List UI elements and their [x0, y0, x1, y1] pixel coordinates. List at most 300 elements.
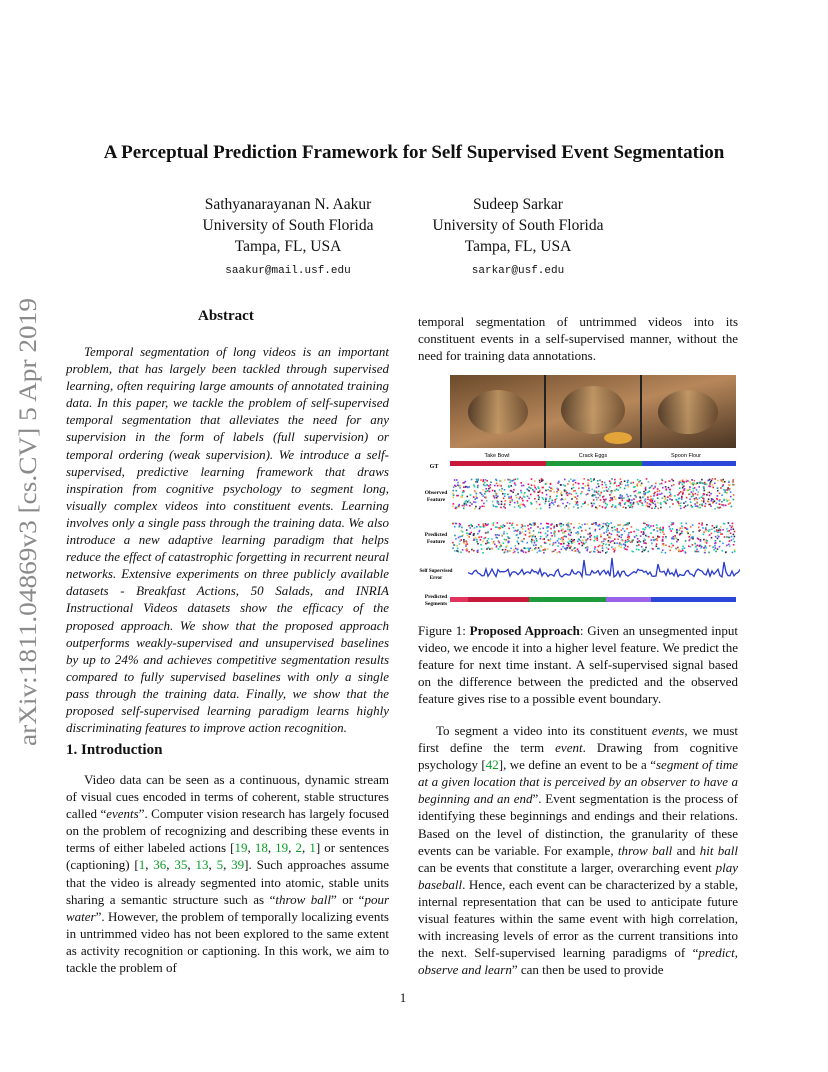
feature-point [525, 552, 527, 554]
frame-divider [640, 375, 642, 448]
feature-point [521, 485, 523, 487]
feature-point [461, 535, 463, 537]
feature-point [569, 540, 571, 542]
feature-point [598, 486, 600, 488]
feature-point [605, 484, 607, 486]
feature-point [726, 528, 728, 530]
feature-point [701, 497, 703, 499]
feature-point [523, 485, 525, 487]
feature-point [519, 533, 521, 535]
feature-point [692, 483, 694, 485]
feature-point [547, 548, 549, 550]
feature-point [585, 547, 587, 549]
feature-point [682, 481, 684, 483]
feature-point [704, 506, 706, 508]
feature-point [661, 552, 663, 554]
feature-point [605, 539, 607, 541]
feature-point [504, 493, 506, 495]
feature-point [553, 491, 555, 493]
feature-point [517, 552, 519, 554]
citation-link[interactable]: 36 [153, 857, 167, 873]
feature-point [701, 479, 703, 481]
feature-point [614, 506, 616, 508]
feature-point [564, 479, 566, 481]
feature-point [456, 545, 458, 547]
feature-point [530, 527, 532, 529]
feature-point [606, 487, 608, 489]
feature-point [733, 534, 735, 536]
feature-point [731, 540, 733, 542]
feature-point [524, 547, 526, 549]
feature-point [685, 501, 687, 503]
feature-point [695, 493, 697, 495]
feature-point [696, 549, 698, 551]
feature-point [558, 531, 560, 533]
feature-point [462, 531, 464, 533]
feature-point [648, 536, 650, 538]
feature-point [669, 546, 671, 548]
feature-point [525, 548, 527, 550]
feature-point [625, 524, 627, 526]
feature-point [540, 508, 542, 510]
feature-point [573, 487, 575, 489]
feature-point [655, 506, 657, 508]
feature-point [527, 496, 529, 498]
feature-point [706, 530, 708, 532]
feature-point [617, 538, 619, 540]
feature-point [495, 495, 497, 497]
feature-point [720, 529, 722, 531]
feature-point [734, 541, 736, 543]
feature-point [684, 547, 686, 549]
feature-point [698, 551, 700, 553]
feature-point [519, 496, 521, 498]
feature-point [681, 531, 683, 533]
feature-point [584, 501, 586, 503]
feature-point [528, 487, 530, 489]
feature-point [706, 540, 708, 542]
feature-point [629, 499, 631, 501]
feature-point [621, 497, 623, 499]
feature-point [543, 499, 545, 501]
feature-point [602, 496, 604, 498]
feature-point [595, 497, 597, 499]
feature-point [512, 500, 514, 502]
feature-point [669, 492, 671, 494]
feature-point [576, 498, 578, 500]
feature-point [459, 526, 461, 528]
feature-point [589, 528, 591, 530]
feature-point [581, 491, 583, 493]
feature-point [705, 527, 707, 529]
feature-point [490, 482, 492, 484]
feature-point [458, 495, 460, 497]
feature-point [624, 524, 626, 526]
feature-point [592, 523, 594, 525]
feature-point [504, 489, 506, 491]
feature-point [678, 503, 680, 505]
feature-point [545, 533, 547, 535]
feature-point [687, 528, 689, 530]
feature-point [633, 531, 635, 533]
feature-point [721, 501, 723, 503]
feature-point [489, 548, 491, 550]
feature-point [573, 541, 575, 543]
feature-point [466, 549, 468, 551]
feature-point [648, 551, 650, 553]
feature-point [655, 486, 657, 488]
feature-point [524, 492, 526, 494]
citation-link[interactable]: 18 [254, 840, 268, 856]
feature-point [571, 550, 573, 552]
feature-point [497, 526, 499, 528]
feature-point [674, 535, 676, 537]
feature-point [587, 538, 589, 540]
segment-label-spoon-flour: Spoon Flour [671, 453, 701, 459]
row-label-feature: Feature [426, 539, 446, 545]
feature-point [597, 549, 599, 551]
feature-point [569, 547, 571, 549]
feature-point [657, 502, 659, 504]
citation-link[interactable]: 13 [195, 857, 209, 873]
feature-point [588, 480, 590, 482]
predicted-segment [450, 597, 468, 602]
feature-point [560, 538, 562, 540]
feature-point [543, 549, 545, 551]
feature-point [707, 492, 709, 494]
feature-point [651, 543, 653, 545]
feature-point [513, 479, 515, 481]
feature-point [691, 506, 693, 508]
feature-point [484, 482, 486, 484]
feature-point [458, 506, 460, 508]
feature-point [497, 496, 499, 498]
feature-point [468, 551, 470, 553]
feature-point [580, 493, 582, 495]
feature-point [468, 536, 470, 538]
feature-point [630, 504, 632, 506]
feature-point [590, 539, 592, 541]
feature-point [724, 491, 726, 493]
feature-point [488, 538, 490, 540]
feature-point [489, 487, 491, 489]
feature-point [647, 496, 649, 498]
feature-point [476, 541, 478, 543]
feature-point [537, 526, 539, 528]
feature-point [677, 501, 679, 503]
feature-point [717, 538, 719, 540]
feature-point [463, 539, 465, 541]
feature-point [497, 485, 499, 487]
feature-point [683, 507, 685, 509]
feature-point [534, 487, 536, 489]
citation-link[interactable]: 35 [174, 857, 188, 873]
feature-point [494, 490, 496, 492]
feature-point [469, 533, 471, 535]
feature-point [716, 525, 718, 527]
feature-point [694, 480, 696, 482]
feature-point [692, 544, 694, 546]
feature-point [638, 549, 640, 551]
feature-point [534, 540, 536, 542]
feature-point [709, 545, 711, 547]
feature-point [599, 505, 601, 507]
feature-point [473, 550, 475, 552]
feature-point [679, 487, 681, 489]
feature-point [453, 486, 455, 488]
feature-point [512, 523, 514, 525]
feature-point [626, 528, 628, 530]
feature-point [686, 497, 688, 499]
feature-point [669, 489, 671, 491]
feature-point [681, 522, 683, 524]
feature-point [531, 542, 533, 544]
feature-point [510, 497, 512, 499]
feature-point [680, 502, 682, 504]
feature-point [679, 497, 681, 499]
feature-point [723, 489, 725, 491]
citation-link[interactable]: 1 [309, 840, 316, 856]
feature-point [593, 499, 595, 501]
feature-point [543, 552, 545, 554]
feature-point [465, 486, 467, 488]
feature-point [578, 527, 580, 529]
feature-point [513, 489, 515, 491]
feature-point [631, 550, 633, 552]
feature-point [647, 492, 649, 494]
feature-point [613, 551, 615, 553]
feature-point [705, 542, 707, 544]
feature-point [494, 544, 496, 546]
feature-point [463, 541, 465, 543]
feature-point [614, 490, 616, 492]
feature-point [467, 496, 469, 498]
feature-point [501, 535, 503, 537]
feature-point [476, 539, 478, 541]
feature-point [605, 544, 607, 546]
feature-point [644, 495, 646, 497]
feature-point [722, 529, 724, 531]
feature-point [546, 536, 548, 538]
feature-point [560, 543, 562, 545]
figure-caption: Figure 1: Proposed Approach: Given an unsegmented input video, we encode it into a higher level feature. We predict the feature for next time instant. A self-supervised signal based on the difference between the predicted and the observed feature gives rise to a possible event boundary. [418, 623, 739, 707]
feature-point [508, 496, 510, 498]
feature-point [531, 503, 533, 505]
feature-point [612, 530, 614, 532]
feature-point [679, 529, 681, 531]
feature-point [457, 482, 459, 484]
feature-point [709, 495, 711, 497]
feature-point [689, 534, 691, 536]
feature-point [508, 528, 510, 530]
feature-point [561, 491, 563, 493]
feature-point [726, 500, 728, 502]
feature-point [715, 547, 717, 549]
feature-point [628, 532, 630, 534]
feature-point [620, 478, 622, 480]
feature-point [522, 550, 524, 552]
feature-point [722, 543, 724, 545]
feature-point [716, 502, 718, 504]
feature-point [734, 549, 736, 551]
feature-point [624, 480, 626, 482]
feature-point [656, 524, 658, 526]
feature-point [601, 527, 603, 529]
feature-point [618, 524, 620, 526]
citation-link[interactable]: 1 [138, 857, 146, 873]
feature-point [663, 545, 665, 547]
feature-point [513, 552, 515, 554]
feature-point [594, 546, 596, 548]
feature-point [639, 500, 641, 502]
feature-point [552, 500, 554, 502]
feature-point [714, 508, 716, 510]
feature-point [503, 498, 505, 500]
feature-point [645, 549, 647, 551]
feature-point [528, 551, 530, 553]
feature-point [504, 539, 506, 541]
feature-point [546, 494, 548, 496]
feature-point [452, 523, 454, 525]
feature-point [536, 552, 538, 554]
feature-point [660, 532, 662, 534]
feature-point [657, 536, 659, 538]
feature-point [615, 498, 617, 500]
feature-point [612, 540, 614, 542]
feature-point [719, 546, 721, 548]
feature-point [475, 502, 477, 504]
feature-point [574, 490, 576, 492]
feature-point [569, 503, 571, 505]
citation-link[interactable]: 42 [485, 757, 499, 773]
feature-point [464, 482, 466, 484]
feature-point [611, 492, 613, 494]
feature-point [454, 535, 456, 537]
feature-point [550, 538, 552, 540]
feature-point [577, 495, 579, 497]
feature-point [692, 538, 694, 540]
feature-point [452, 547, 454, 549]
feature-point [714, 527, 716, 529]
feature-point [690, 546, 692, 548]
feature-point [698, 523, 700, 525]
feature-point [721, 550, 723, 552]
feature-point [571, 498, 573, 500]
feature-point [711, 528, 713, 530]
feature-point [700, 482, 702, 484]
feature-point [620, 543, 622, 545]
feature-point [539, 491, 541, 493]
feature-point [521, 550, 523, 552]
feature-point [484, 485, 486, 487]
feature-point [467, 486, 469, 488]
feature-point [709, 529, 711, 531]
feature-point [554, 535, 556, 537]
feature-point [628, 540, 630, 542]
feature-point [528, 498, 530, 500]
figure-1-graphic [418, 372, 740, 610]
feature-point [733, 528, 735, 530]
feature-point [460, 552, 462, 554]
feature-point [479, 526, 481, 528]
feature-point [691, 536, 693, 538]
feature-point [676, 529, 678, 531]
feature-point [611, 546, 613, 548]
feature-point [498, 535, 500, 537]
feature-point [538, 496, 540, 498]
feature-point [728, 481, 730, 483]
predicted-segment [468, 597, 529, 602]
feature-point [486, 524, 488, 526]
feature-point [729, 502, 731, 504]
feature-point [533, 522, 535, 524]
feature-point [711, 500, 713, 502]
feature-point [452, 493, 454, 495]
feature-point [509, 550, 511, 552]
feature-point [669, 550, 671, 552]
feature-point [603, 490, 605, 492]
row-label-self-supervised: Self Supervised [419, 569, 453, 574]
feature-point [487, 532, 489, 534]
feature-point [483, 525, 485, 527]
feature-point [534, 498, 536, 500]
feature-point [599, 480, 601, 482]
citation-link[interactable]: 19 [234, 840, 248, 856]
feature-point [594, 540, 596, 542]
feature-point [620, 487, 622, 489]
citation-link[interactable]: 5 [216, 857, 224, 873]
feature-point [606, 525, 608, 527]
feature-point [515, 484, 517, 486]
feature-point [627, 482, 629, 484]
feature-point [703, 534, 705, 536]
feature-point [584, 543, 586, 545]
feature-point [473, 484, 475, 486]
feature-point [503, 531, 505, 533]
feature-point [505, 549, 507, 551]
feature-point [671, 499, 673, 501]
feature-point [504, 504, 506, 506]
feature-point [549, 544, 551, 546]
feature-point [607, 490, 609, 492]
feature-point [590, 478, 592, 480]
feature-point [497, 537, 499, 539]
feature-point [730, 533, 732, 535]
feature-point [493, 542, 495, 544]
feature-point [558, 538, 560, 540]
citation-link[interactable]: 19 [275, 840, 289, 856]
feature-point [680, 491, 682, 493]
feature-point [506, 545, 508, 547]
feature-point [471, 503, 473, 505]
feature-point [633, 491, 635, 493]
feature-point [644, 499, 646, 501]
citation-link[interactable]: 2 [295, 840, 302, 856]
feature-point [665, 486, 667, 488]
feature-point [655, 504, 657, 506]
feature-point [602, 487, 604, 489]
feature-point [627, 484, 629, 486]
feature-point [544, 542, 546, 544]
feature-point [600, 536, 602, 538]
author-name: Sathyanarayanan N. Aakur [204, 196, 372, 213]
feature-point [657, 491, 659, 493]
feature-point [540, 532, 542, 534]
feature-point [562, 546, 564, 548]
feature-point [458, 537, 460, 539]
citation-link[interactable]: 39 [231, 857, 245, 873]
feature-point [524, 525, 526, 527]
